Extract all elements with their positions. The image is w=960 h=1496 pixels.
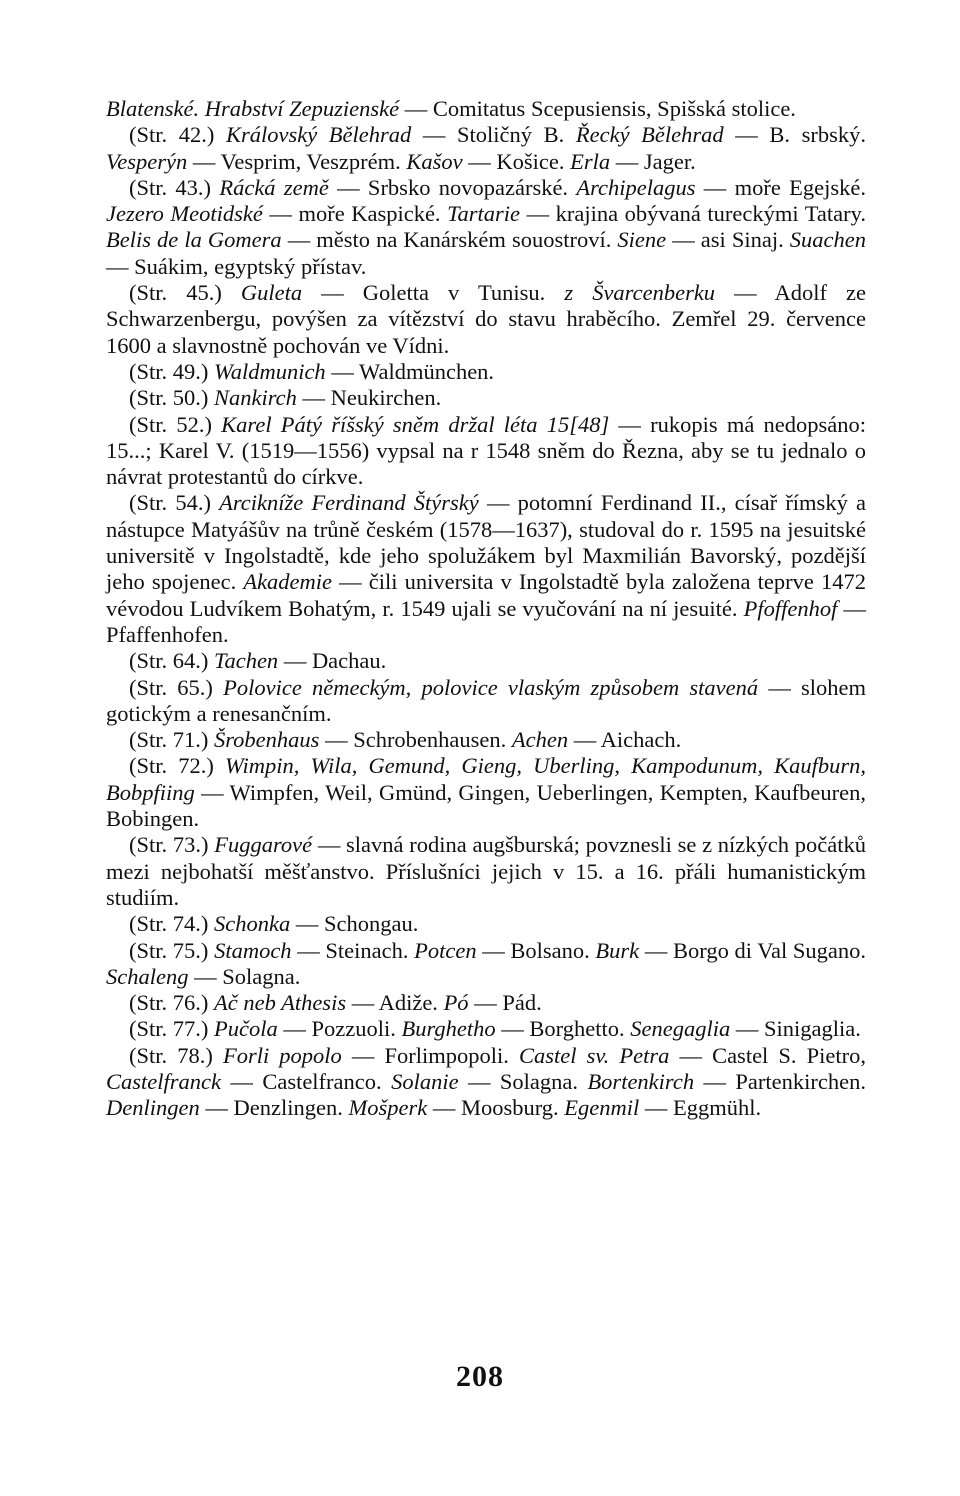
paragraph bbox=[106, 412, 866, 491]
text-run: — čili universita v Ingolstadtě byla založena teprve 1472 vévodou Ludvíkem Bohatým, r. 1549 ujali se vyučování na ní jesuité. bbox=[106, 569, 866, 621]
paragraph bbox=[106, 911, 866, 937]
italic-term: Ač neb Athesis bbox=[214, 990, 347, 1016]
text-run: — Sinigaglia. bbox=[730, 1016, 861, 1042]
italic-term: Jezero Meotidské bbox=[106, 201, 263, 227]
paragraph bbox=[106, 122, 866, 175]
italic-term: Burk bbox=[595, 937, 640, 963]
italic-term: Tachen bbox=[214, 648, 279, 674]
text-run: — Košice. bbox=[462, 148, 571, 174]
italic-term: Archipelagus bbox=[576, 174, 696, 200]
italic-term: Suachen bbox=[789, 227, 867, 253]
italic-term: Guleta bbox=[240, 280, 303, 306]
italic-term: Polovice německým, polovice vlaským způsobem stavená bbox=[223, 674, 759, 700]
italic-term: Schaleng bbox=[106, 963, 189, 989]
text-run: — Dachau. bbox=[278, 648, 387, 674]
text-run: (Str. 72.) bbox=[129, 753, 225, 779]
italic-term: Karel Pátý říšský sněm držal léta 15[48] bbox=[221, 411, 610, 437]
italic-term: Šrobenhaus bbox=[214, 727, 320, 753]
paragraph bbox=[106, 385, 866, 411]
text-run: — krajina obývaná tureckými Tatary. bbox=[520, 201, 867, 227]
text-run: (Str. 42.) bbox=[129, 122, 226, 148]
text-run: (Str. 50.) bbox=[129, 385, 215, 411]
italic-term: Pfoffenhof bbox=[743, 595, 838, 621]
italic-term: Blatenské. Hrabství Zepuzienské bbox=[106, 96, 400, 121]
text-run: — Bolsano. bbox=[476, 937, 596, 963]
page-number: 208 bbox=[456, 1360, 504, 1393]
text-run: — Solagna. bbox=[458, 1068, 588, 1094]
text-run: — moře Egejské. bbox=[695, 174, 866, 200]
italic-term: Schonka bbox=[214, 911, 291, 937]
text-run: (Str. 64.) bbox=[129, 648, 215, 674]
paragraph bbox=[106, 675, 866, 728]
italic-term: Egenmil bbox=[564, 1095, 640, 1121]
text-run: — Moosburg. bbox=[427, 1095, 565, 1121]
text-run: — Waldmünchen. bbox=[325, 358, 495, 384]
italic-term: Stamoch bbox=[214, 937, 292, 963]
italic-term: Fuggarové bbox=[214, 832, 313, 858]
text-run: (Str. 75.) bbox=[129, 937, 215, 963]
italic-term: Belis de la Gomera bbox=[106, 227, 282, 253]
text-run: — Adiže. bbox=[346, 990, 444, 1016]
italic-term: Královský Bělehrad bbox=[225, 122, 412, 148]
paragraph bbox=[106, 96, 866, 122]
italic-term: Bortenkirch bbox=[587, 1068, 695, 1094]
italic-term: Mošperk bbox=[348, 1095, 428, 1121]
italic-term: Senegaglia bbox=[630, 1016, 731, 1042]
text-run: — Adolf ze Schwarzenbergu, povýšen za vítězství do stavu hraběcího. Zemřel 29. července 1600 a slavnostně pochován ve Vídni. bbox=[106, 280, 866, 358]
paragraph bbox=[106, 832, 866, 911]
italic-term: Wimpin, Wila, Gemund, Gieng, Uberling, Kampodunum, Kaufburn, Bobpfiing bbox=[106, 753, 866, 805]
italic-term: Castelfranck bbox=[106, 1068, 221, 1094]
text-run: — Solagna. bbox=[188, 963, 301, 989]
italic-term: Solanie bbox=[391, 1068, 459, 1094]
text-run: (Str. 52.) bbox=[129, 411, 222, 437]
text-run: — Castel S. Pietro, bbox=[669, 1042, 866, 1068]
text-run: — potomní Ferdinand II., císař římský a nástupce Matyášův na trůně českém (1578—1637), studoval do r. 1595 na jesuitské universitě v Ingolstadtě, kde jeho spolužákem byl Maxmilián Bavorský, pozdější jeho spojenec. bbox=[106, 490, 866, 595]
text-run: — Goletta v Tunisu. bbox=[302, 280, 565, 306]
text-run: (Str. 73.) bbox=[129, 832, 215, 858]
text-run: — Forlimpopoli. bbox=[341, 1042, 519, 1068]
italic-term: Potcen bbox=[414, 937, 477, 963]
text-run: — Jager. bbox=[610, 148, 696, 174]
italic-term: Řecký Bělehrad bbox=[575, 122, 724, 148]
italic-term: Denlingen bbox=[106, 1095, 200, 1121]
text-run: — asi Sinaj. bbox=[666, 227, 790, 253]
text-run: — Aichach. bbox=[568, 727, 682, 753]
text-run: — Pád. bbox=[468, 990, 542, 1016]
text-run: (Str. 43.) bbox=[129, 174, 220, 200]
text-run: — Neukirchen. bbox=[296, 385, 442, 411]
italic-term: z Švarcenberku bbox=[564, 280, 716, 306]
italic-term: Waldmunich bbox=[214, 358, 326, 384]
italic-term: Burghetho bbox=[401, 1016, 496, 1042]
paragraph bbox=[106, 280, 866, 359]
paragraph bbox=[106, 359, 866, 385]
italic-term: Erla bbox=[570, 148, 611, 174]
italic-term: Tartarie bbox=[447, 201, 521, 227]
text-run: — rukopis má nedopsáno: 15...; Karel V. (1519—1556) vypsal na r 1548 sněm do Řezna, aby se tu jednalo o návrat protestantů do církve. bbox=[106, 411, 866, 490]
text-run: — Schongau. bbox=[290, 911, 419, 937]
paragraph bbox=[106, 753, 866, 832]
paragraph bbox=[106, 648, 866, 674]
italic-term: Castel sv. Petra bbox=[518, 1042, 670, 1068]
paragraph bbox=[106, 990, 866, 1016]
text-run: — Denzlingen. bbox=[199, 1095, 349, 1121]
italic-term: Akademie bbox=[243, 569, 333, 595]
text-run: — Srbsko novopazárské. bbox=[328, 174, 577, 200]
page-text bbox=[106, 96, 866, 1122]
text-run: — slohem gotickým a renesančním. bbox=[106, 674, 866, 726]
text-run: — Wimpfen, Weil, Gmünd, Gingen, Ueberlingen, Kempten, Kaufbeuren, Bobingen. bbox=[106, 779, 866, 832]
text-run: (Str. 76.) bbox=[129, 990, 215, 1016]
text-run: — Stoličný B. bbox=[411, 122, 576, 148]
text-run: (Str. 45.) bbox=[129, 280, 241, 306]
text-run: (Str. 74.) bbox=[129, 911, 215, 937]
text-run: — Pozzuoli. bbox=[277, 1016, 402, 1042]
paragraph bbox=[106, 938, 866, 991]
italic-term: Nankirch bbox=[214, 385, 297, 411]
italic-term: Forli popolo bbox=[222, 1042, 342, 1068]
italic-term: Pučola bbox=[214, 1016, 278, 1042]
text-run: — Partenkirchen. bbox=[694, 1068, 866, 1094]
text-run: (Str. 77.) bbox=[129, 1016, 215, 1042]
text-run: — B. srbský. bbox=[723, 122, 866, 148]
italic-term: Arcikníže Ferdinand Štýrský bbox=[219, 490, 479, 516]
text-run: — Comitatus Scepusiensis, Spišská stolice. bbox=[399, 96, 796, 121]
text-run: (Str. 65.) bbox=[129, 674, 224, 700]
paragraph bbox=[106, 1016, 866, 1042]
text-run: (Str. 49.) bbox=[129, 358, 215, 384]
text-run: — Suákim, egyptský přístav. bbox=[106, 253, 367, 279]
paragraph bbox=[106, 175, 866, 280]
text-run: — Eggmühl. bbox=[639, 1095, 762, 1121]
text-run: — Schrobenhausen. bbox=[319, 727, 512, 753]
paragraph bbox=[106, 727, 866, 753]
text-run: (Str. 78.) bbox=[129, 1042, 223, 1068]
italic-term: Vesperýn bbox=[106, 148, 188, 174]
paragraph bbox=[106, 1043, 866, 1122]
text-run: — Borgo di Val Sugano. bbox=[639, 937, 866, 963]
text-run: — Borghetto. bbox=[495, 1016, 631, 1042]
text-run: — Vesprim, Veszprém. bbox=[187, 148, 407, 174]
italic-term: Siene bbox=[617, 227, 667, 253]
paragraph bbox=[106, 490, 866, 648]
italic-term: Achen bbox=[511, 727, 569, 753]
text-run: — moře Kaspické. bbox=[262, 201, 448, 227]
text-run: (Str. 54.) bbox=[129, 490, 220, 516]
text-run: — Castelfranco. bbox=[220, 1068, 392, 1094]
italic-term: Kašov bbox=[406, 148, 463, 174]
text-run: — slavná rodina augšburská; povznesli se z nízkých počátků mezi nejbohatší měšťanstvo. Příslušníci jejich v 15. a 16. přáli humanistickým studiím. bbox=[106, 832, 866, 910]
italic-term: Pó bbox=[443, 990, 469, 1016]
text-run: (Str. 71.) bbox=[129, 727, 215, 753]
italic-term: Rácká země bbox=[219, 174, 329, 200]
text-run: — Steinach. bbox=[291, 937, 415, 963]
text-run: — město na Kanárském souostroví. bbox=[281, 227, 618, 253]
text-run: — Pfaffenhofen. bbox=[106, 595, 866, 647]
